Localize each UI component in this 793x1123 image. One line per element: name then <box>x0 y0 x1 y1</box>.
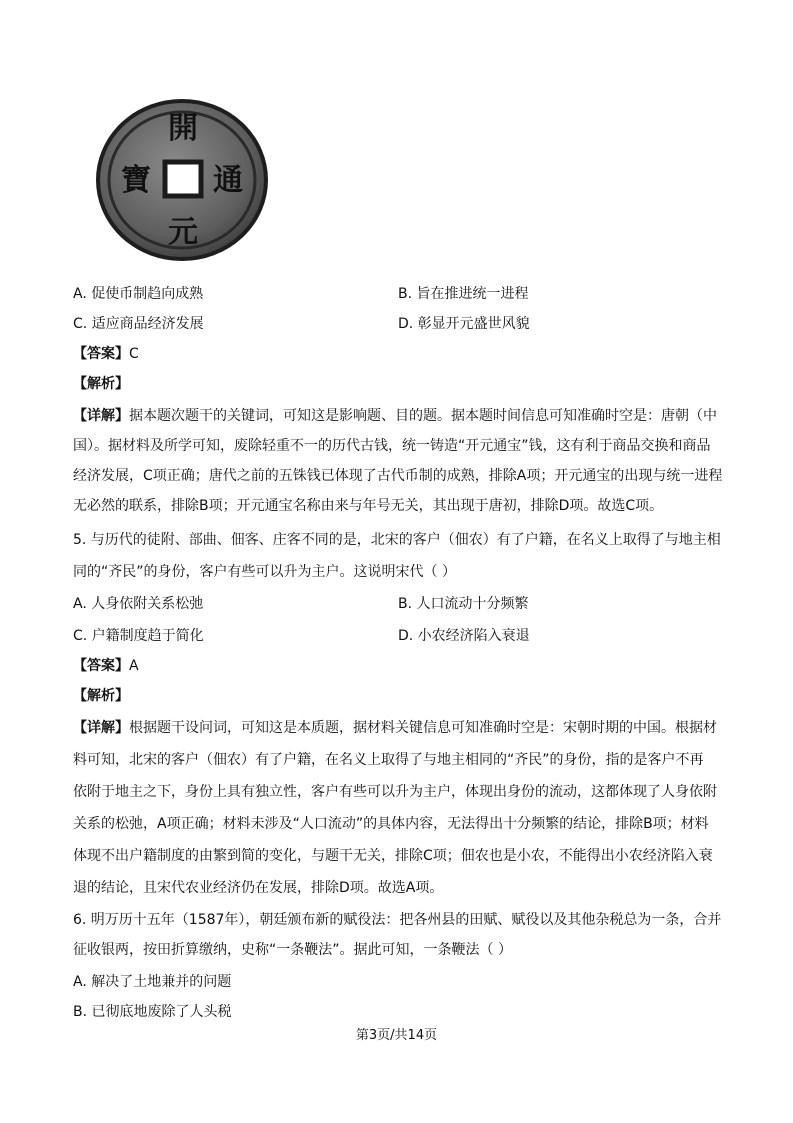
q5-detail-line: 退的结论，且宋代农业经济仍在发展，排除D项。故选A项。 <box>73 880 444 896</box>
detail-label: 【详解】 <box>73 720 129 736</box>
q6-option-b: B. 已彻底地废除了人头税 <box>73 1004 232 1020</box>
coin-char-right: 通 <box>213 163 243 198</box>
q5-stem-line: 5. 与历代的徒附、部曲、佃客、庄客不同的是，北宋的客户（佃农）有了户籍，在名义上取得了与地主相 <box>73 532 721 548</box>
q5-analysis-label: 【解析】 <box>73 688 129 704</box>
q4-option-b: B. 旨在推进统一进程 <box>398 286 529 302</box>
q5-detail-line <box>73 718 723 738</box>
q4-answer <box>73 344 723 364</box>
q6-stem-line: 征收银两，按田折算缴纳，史称“一条鞭法”。据此可知，一条鞭法（ ） <box>73 942 512 958</box>
q5-option-c: C. 户籍制度趋于简化 <box>73 628 204 644</box>
q5-stem-line: 同的“齐民”的身份，客户有些可以升为主户。这说明宋代（ ） <box>73 564 456 580</box>
answer-label: 【答案】 <box>73 346 129 362</box>
q5-detail-line: 料可知，北宋的客户（佃农）有了户籍，在名义上取得了与地主相同的“齐民”的身份，指的是客户不再 <box>73 752 704 768</box>
q5-detail-line: 体现不出户籍制度的由繁到简的变化，与题干无关，排除C项；佃农也是小农，不能得出小农经济陷入衰 <box>73 848 713 864</box>
detail-label: 【详解】 <box>73 408 129 424</box>
q4-detail-line: 经济发展，C项正确；唐代之前的五铢钱已体现了古代币制的成熟，排除A项；开元通宝的出现与统一进程 <box>73 468 723 484</box>
q4-detail-line: 无必然的联系，排除B项；开元通宝名称由来与年号无关，其出现于唐初，排除D项。故选C项。 <box>73 498 664 514</box>
q5-option-b: B. 人口流动十分频繁 <box>398 596 529 612</box>
q4-analysis-label: 【解析】 <box>73 376 129 392</box>
detail-text: 据本题次题干的关键词，可知这是影响题、目的题。据本题时间信息可知准确时空是：唐朝（中 <box>129 408 717 424</box>
coin-char-left: 寶 <box>121 163 151 198</box>
q4-option-c: C. 适应商品经济发展 <box>73 316 204 332</box>
coin-char-bottom: 元 <box>168 215 198 250</box>
detail-text: 根据题干设问词，可知这是本质题，据材料关键信息可知准确时空是：宋朝时期的中国。根据材 <box>129 720 717 736</box>
q5-option-d: D. 小农经济陷入衰退 <box>398 628 530 644</box>
q6-option-a: A. 解决了土地兼并的问题 <box>73 974 232 990</box>
q5-detail-line: 依附于地主之下，身份上具有独立性，客户有些可以升为主户，体现出身份的流动，这都体现了人身依附 <box>73 784 717 800</box>
q5-option-a: A. 人身依附关系松弛 <box>73 596 204 612</box>
q5-answer <box>73 656 723 676</box>
q4-option-d: D. 彰显开元盛世风貌 <box>398 316 530 332</box>
answer-label: 【答案】 <box>73 658 129 674</box>
answer-value: A <box>129 658 139 674</box>
q4-detail-line: 国）。据材料及所学可知，废除轻重不一的历代古钱，统一铸造“开元通宝”钱，这有利于商品交换和商品 <box>73 438 711 454</box>
coin-char-top: 開 <box>168 111 198 146</box>
q4-option-a: A. 促使币制趋向成熟 <box>73 286 204 302</box>
q4-detail-line <box>73 406 723 426</box>
page-footer: 第3页/共14页 <box>355 1028 438 1043</box>
kaiyuan-coin-image <box>94 96 270 262</box>
q5-detail-line: 关系的松弛，A项正确；材料未涉及“人口流动”的具体内容，无法得出十分频繁的结论，排除B项；材料 <box>73 816 709 832</box>
q6-stem-line: 6. 明万历十五年（1587年），朝廷颁布新的赋役法：把各州县的田赋、赋役以及其他杂税总为一条，合并 <box>73 912 722 928</box>
answer-value: C <box>129 346 139 362</box>
